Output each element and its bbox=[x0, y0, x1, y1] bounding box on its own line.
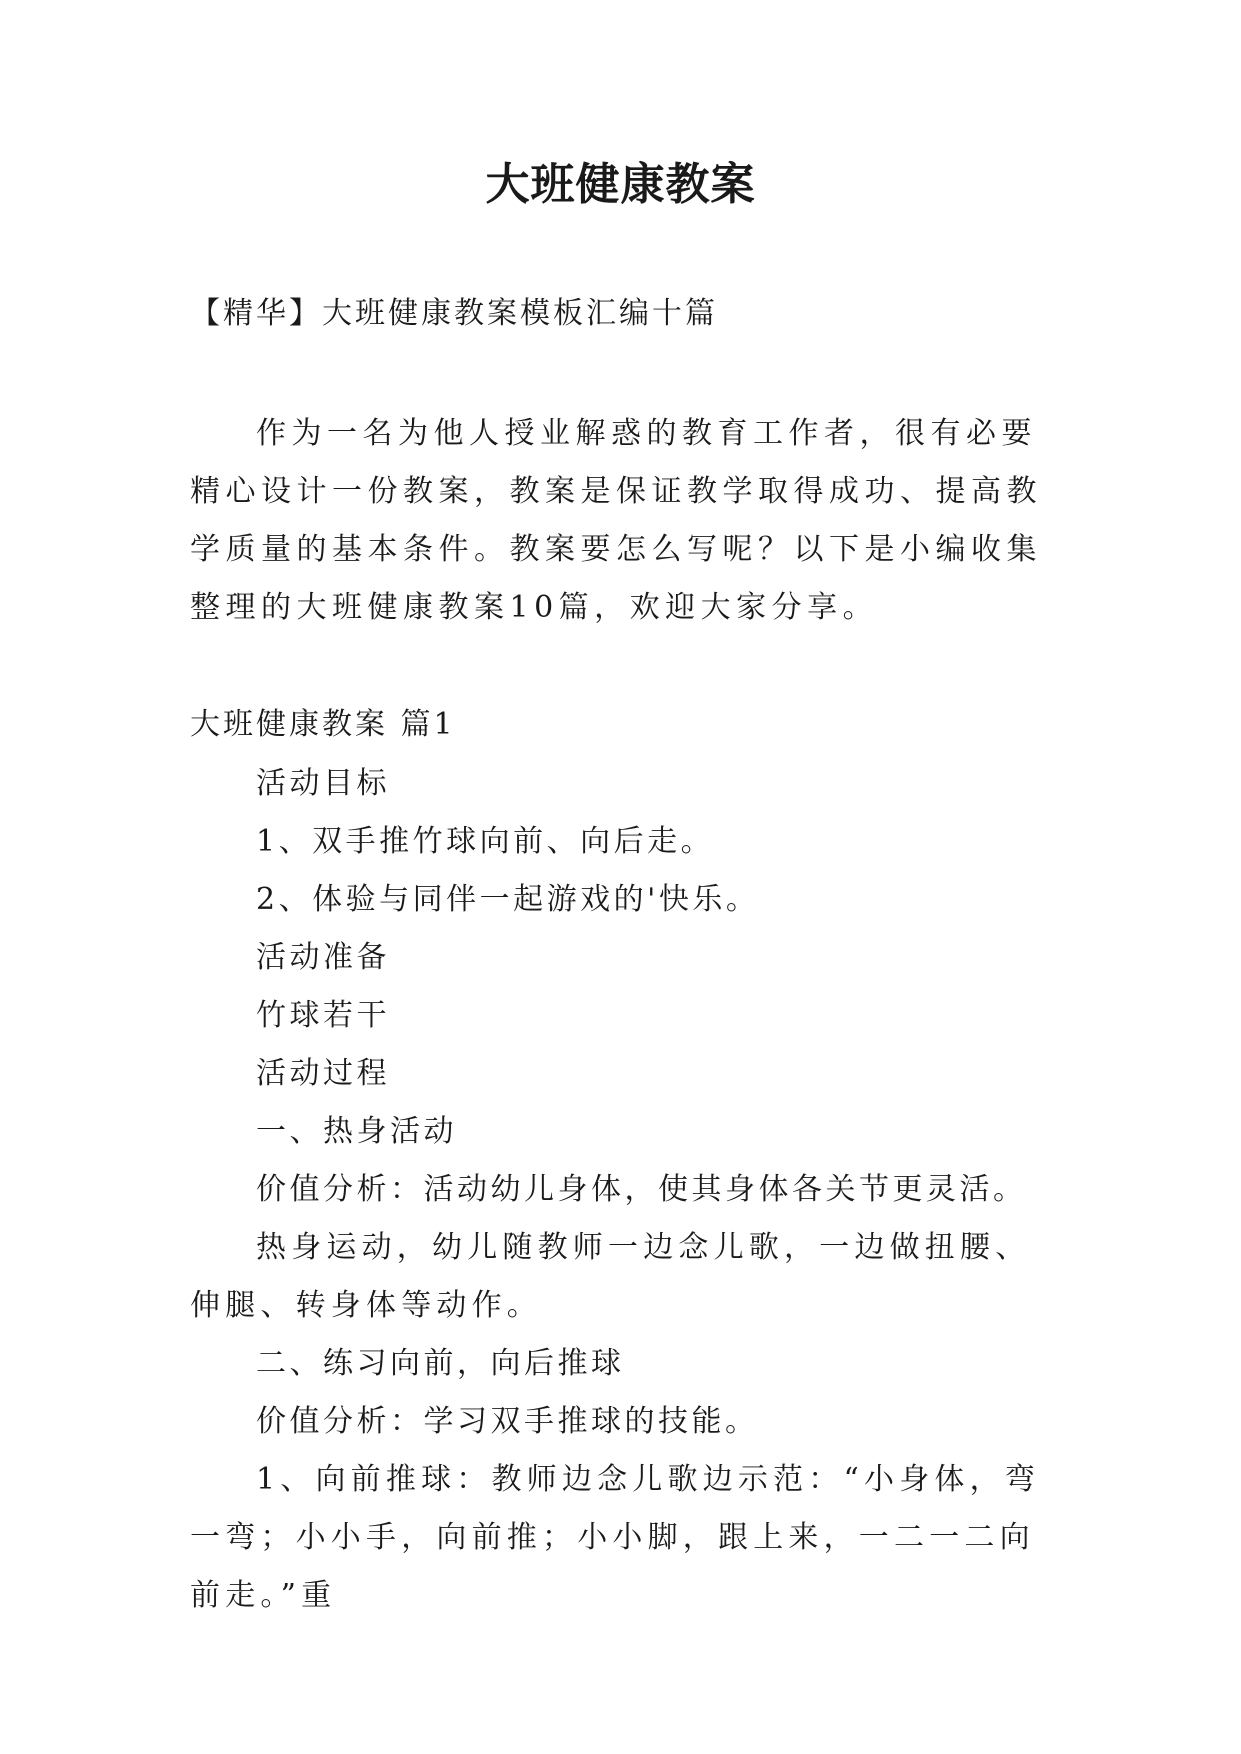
paragraph-step-2: 二、练习向前，向后推球 bbox=[256, 1346, 625, 1381]
paragraph-goal-1: 1、双手推竹球向前、向后走。 bbox=[256, 824, 715, 859]
paragraph-activity-preparation: 活动准备 bbox=[256, 940, 390, 975]
section-body bbox=[190, 755, 1050, 1625]
paragraph-goal-2: 2、体验与同伴一起游戏的'快乐。 bbox=[256, 882, 760, 917]
paragraph-step-1: 一、热身活动 bbox=[256, 1114, 457, 1149]
paragraph-warmup: 热身运动，幼儿随教师一边念儿歌，一边做扭腰、伸腿、转身体等动作。 bbox=[190, 1230, 1031, 1323]
paragraph-value-analysis-1: 价值分析：活动幼儿身体，使其身体各关节更灵活。 bbox=[256, 1172, 1027, 1207]
document-subtitle: 【精华】大班健康教案模板汇编十篇 bbox=[190, 296, 718, 331]
paragraph-activity-goals: 活动目标 bbox=[256, 766, 390, 801]
document-title: 大班健康教案 bbox=[485, 159, 756, 210]
paragraph-value-analysis-2: 价值分析：学习双手推球的技能。 bbox=[256, 1404, 759, 1439]
intro-paragraph: 作为一名为他人授业解惑的教育工作者，很有必要精心设计一份教案，教案是保证教学取得成功、提高教学质量的基本条件。教案要怎么写呢？以下是小编收集整理的大班健康教案10篇，欢迎大家分享。 bbox=[190, 416, 1042, 625]
paragraph-activity-process: 活动过程 bbox=[256, 1056, 390, 1091]
paragraph-push-forward: 1、向前推球：教师边念儿歌边示范：“小身体，弯一弯；小小手，向前推；小小脚，跟上来，一二一二向前走。”重 bbox=[190, 1462, 1041, 1613]
section-heading: 大班健康教案 篇1 bbox=[190, 707, 456, 742]
paragraph-preparation-items: 竹球若干 bbox=[256, 998, 390, 1033]
